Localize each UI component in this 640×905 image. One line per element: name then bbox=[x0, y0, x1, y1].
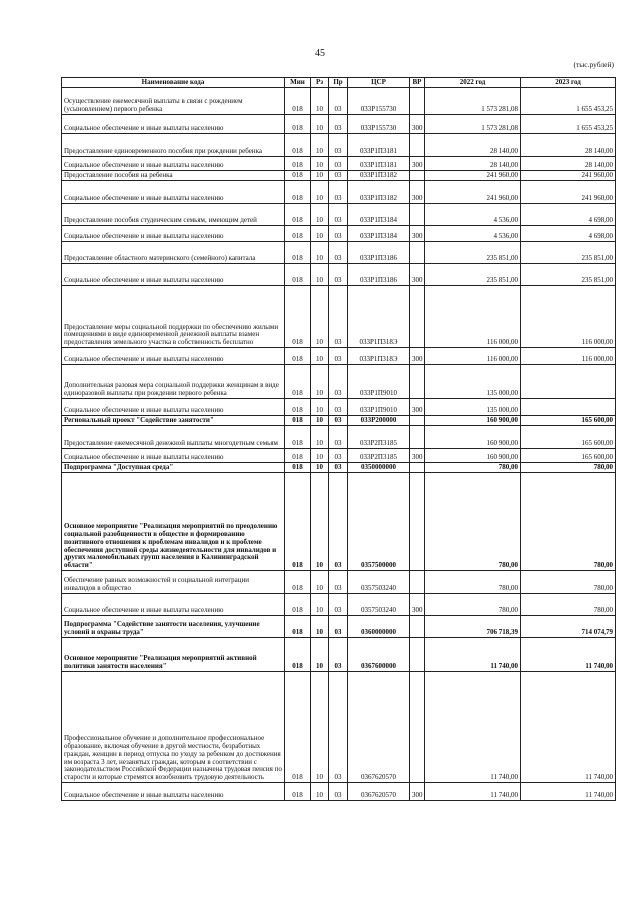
cell-vr bbox=[410, 286, 425, 348]
cell-csr: 033P1П3181 bbox=[348, 157, 410, 171]
cell-pr: 03 bbox=[329, 115, 348, 134]
cell-rz: 10 bbox=[311, 594, 329, 616]
cell-rz: 10 bbox=[311, 616, 329, 638]
cell-pr: 03 bbox=[329, 449, 348, 463]
table-row bbox=[62, 416, 616, 426]
cell-pr: 03 bbox=[329, 783, 348, 801]
page-number: 45 bbox=[315, 48, 325, 59]
cell-2023: 28 140,00 bbox=[521, 134, 616, 157]
cell-2022: 11 740,00 bbox=[425, 672, 521, 783]
cell-csr: 033P1П3186 bbox=[348, 242, 410, 264]
cell-rz: 10 bbox=[311, 449, 329, 463]
cell-2023 bbox=[521, 399, 616, 416]
cell-csr: 0357500000 bbox=[348, 473, 410, 571]
cell-csr: 0357503240 bbox=[348, 594, 410, 616]
cell-pr: 03 bbox=[329, 672, 348, 783]
table-row bbox=[62, 672, 616, 783]
cell-name: Подпрограмма "Доступная среда" bbox=[62, 463, 285, 473]
table-row bbox=[62, 226, 616, 242]
cell-rz: 10 bbox=[311, 473, 329, 571]
header-rz: Рз bbox=[311, 78, 329, 88]
cell-name: Обеспечение равных возможностей и социальной интеграции инвалидов в общество bbox=[62, 571, 285, 594]
cell-vr bbox=[410, 242, 425, 264]
cell-2022: 4 536,00 bbox=[425, 226, 521, 242]
table-row bbox=[62, 399, 616, 416]
cell-rz: 10 bbox=[311, 399, 329, 416]
table-header-row bbox=[62, 78, 616, 88]
cell-min: 018 bbox=[285, 204, 311, 226]
table-row bbox=[62, 171, 616, 181]
cell-2022: 1 573 281,08 bbox=[425, 88, 521, 115]
cell-csr: 033P200000 bbox=[348, 416, 410, 426]
cell-2022: 780,00 bbox=[425, 571, 521, 594]
cell-2022: 241 960,00 bbox=[425, 181, 521, 204]
header-pr: Пр bbox=[329, 78, 348, 88]
cell-pr: 03 bbox=[329, 181, 348, 204]
header-csr: ЦСР bbox=[348, 78, 410, 88]
cell-rz: 10 bbox=[311, 88, 329, 115]
cell-2022: 235 851,00 bbox=[425, 264, 521, 286]
cell-2023: 11 740,00 bbox=[521, 638, 616, 672]
cell-2023: 1 655 453,25 bbox=[521, 115, 616, 134]
cell-min: 018 bbox=[285, 783, 311, 801]
cell-vr bbox=[410, 426, 425, 449]
cell-csr: 033P2П3185 bbox=[348, 449, 410, 463]
cell-pr: 03 bbox=[329, 571, 348, 594]
cell-min: 018 bbox=[285, 399, 311, 416]
cell-name: Профессиональное обучение и дополнительное профессиональное образование, включая обучение в другой местности, безработных граждан, женщин в период отпуска по уходу за ребенком до достижения им возраста 3 лет, незанятых граждан, которым в соответствии с законодательством Российской Федерации назначена трудовая пенсия по старости и которые стремятся возобновить трудовую деятельность bbox=[62, 672, 285, 783]
table-row bbox=[62, 115, 616, 134]
table-row bbox=[62, 473, 616, 571]
cell-name: Предоставление ежемесячной денежной выплаты многодетным семьям bbox=[62, 426, 285, 449]
table-row bbox=[62, 348, 616, 365]
cell-pr: 03 bbox=[329, 594, 348, 616]
cell-2023: 11 740,00 bbox=[521, 783, 616, 801]
cell-vr: 300 bbox=[410, 157, 425, 171]
cell-rz: 10 bbox=[311, 181, 329, 204]
cell-2022: 780,00 bbox=[425, 594, 521, 616]
cell-csr: 033P1П3182 bbox=[348, 171, 410, 181]
cell-min: 018 bbox=[285, 638, 311, 672]
units-label: (тыс.рублей) bbox=[573, 60, 614, 69]
cell-vr: 300 bbox=[410, 399, 425, 416]
cell-rz: 10 bbox=[311, 242, 329, 264]
cell-name: Дополнительная разовая мера социальной поддержки женщинам в виде единоразовой выплаты при рождении первого ребенка bbox=[62, 365, 285, 399]
cell-vr bbox=[410, 616, 425, 638]
cell-pr: 03 bbox=[329, 399, 348, 416]
cell-csr: 033P155730 bbox=[348, 88, 410, 115]
cell-rz: 10 bbox=[311, 226, 329, 242]
cell-min: 018 bbox=[285, 115, 311, 134]
cell-min: 018 bbox=[285, 226, 311, 242]
cell-2022: 780,00 bbox=[425, 463, 521, 473]
cell-min: 018 bbox=[285, 286, 311, 348]
cell-pr: 03 bbox=[329, 365, 348, 399]
cell-vr: 300 bbox=[410, 264, 425, 286]
cell-min: 018 bbox=[285, 594, 311, 616]
table-row bbox=[62, 365, 616, 399]
cell-min: 018 bbox=[285, 264, 311, 286]
cell-rz: 10 bbox=[311, 204, 329, 226]
cell-2023: 165 600,00 bbox=[521, 426, 616, 449]
cell-2023: 116 000,00 bbox=[521, 348, 616, 365]
cell-2022: 160 900,00 bbox=[425, 416, 521, 426]
cell-min: 018 bbox=[285, 672, 311, 783]
cell-pr: 03 bbox=[329, 264, 348, 286]
table-row bbox=[62, 134, 616, 157]
cell-2023: 241 960,00 bbox=[521, 181, 616, 204]
table-row bbox=[62, 204, 616, 226]
table-row bbox=[62, 594, 616, 616]
table-row bbox=[62, 616, 616, 638]
cell-2023 bbox=[521, 365, 616, 399]
cell-2022: 11 740,00 bbox=[425, 638, 521, 672]
cell-2022: 706 718,39 bbox=[425, 616, 521, 638]
cell-csr: 033P2П3185 bbox=[348, 426, 410, 449]
table-row bbox=[62, 286, 616, 348]
cell-rz: 10 bbox=[311, 638, 329, 672]
cell-vr bbox=[410, 638, 425, 672]
cell-name: Социальное обеспечение и иные выплаты населению bbox=[62, 399, 285, 416]
cell-rz: 10 bbox=[311, 783, 329, 801]
cell-min: 018 bbox=[285, 181, 311, 204]
cell-csr: 0367600000 bbox=[348, 638, 410, 672]
cell-min: 018 bbox=[285, 365, 311, 399]
header-2022: 2022 год bbox=[425, 78, 521, 88]
cell-2023: 165 600,00 bbox=[521, 416, 616, 426]
cell-csr: 033P1П9010 bbox=[348, 365, 410, 399]
cell-csr: 0360000000 bbox=[348, 616, 410, 638]
table-row bbox=[62, 571, 616, 594]
cell-min: 018 bbox=[285, 157, 311, 171]
cell-2022: 116 000,00 bbox=[425, 286, 521, 348]
cell-min: 018 bbox=[285, 348, 311, 365]
cell-name: Предоставление меры социальной поддержки по обеспечению жилыми помещениями в виде единовременной денежной выплаты взамен предоставления земельного участка в собственность бесплатно bbox=[62, 286, 285, 348]
cell-name: Социальное обеспечение и иные выплаты населению bbox=[62, 594, 285, 616]
cell-csr: 033P1П3186 bbox=[348, 264, 410, 286]
cell-2023: 28 140,00 bbox=[521, 157, 616, 171]
cell-rz: 10 bbox=[311, 134, 329, 157]
cell-vr bbox=[410, 134, 425, 157]
cell-pr: 03 bbox=[329, 88, 348, 115]
cell-2023: 235 851,00 bbox=[521, 242, 616, 264]
cell-vr bbox=[410, 571, 425, 594]
cell-2022: 135 000,00 bbox=[425, 399, 521, 416]
cell-name: Предоставление единовременного пособия при рождении ребенка bbox=[62, 134, 285, 157]
cell-vr: 300 bbox=[410, 181, 425, 204]
cell-name: Социальное обеспечение и иные выплаты населению bbox=[62, 157, 285, 171]
cell-rz: 10 bbox=[311, 264, 329, 286]
cell-rz: 10 bbox=[311, 416, 329, 426]
budget-table bbox=[61, 77, 616, 801]
cell-rz: 10 bbox=[311, 171, 329, 181]
table-row bbox=[62, 264, 616, 286]
cell-min: 018 bbox=[285, 473, 311, 571]
cell-name: Социальное обеспечение и иные выплаты населению bbox=[62, 348, 285, 365]
cell-vr bbox=[410, 88, 425, 115]
cell-pr: 03 bbox=[329, 426, 348, 449]
cell-2023: 714 074,79 bbox=[521, 616, 616, 638]
cell-2022: 28 140,00 bbox=[425, 134, 521, 157]
cell-name: Социальное обеспечение и иные выплаты населению bbox=[62, 264, 285, 286]
cell-2022: 1 573 281,08 bbox=[425, 115, 521, 134]
cell-name: Основное мероприятие "Реализация мероприятий по преодолению социальной разобщенности в обществе и формированию позитивного отношения к проблемам инвалидов и к проблеме обеспечения доступной среды жизнедеятельности для инвалидов и других маломобильных групп населения в Калининградской области" bbox=[62, 473, 285, 571]
cell-vr: 300 bbox=[410, 348, 425, 365]
cell-name: Региональный проект "Содействие занятости" bbox=[62, 416, 285, 426]
cell-name: Социальное обеспечение и иные выплаты населению bbox=[62, 226, 285, 242]
cell-min: 018 bbox=[285, 416, 311, 426]
cell-2022: 4 536,00 bbox=[425, 204, 521, 226]
cell-vr: 300 bbox=[410, 594, 425, 616]
cell-csr: 033P1П3184 bbox=[348, 226, 410, 242]
cell-pr: 03 bbox=[329, 242, 348, 264]
cell-csr: 0357503240 bbox=[348, 571, 410, 594]
cell-pr: 03 bbox=[329, 473, 348, 571]
cell-2023: 780,00 bbox=[521, 463, 616, 473]
cell-rz: 10 bbox=[311, 672, 329, 783]
cell-name: Социальное обеспечение и иные выплаты населению bbox=[62, 449, 285, 463]
cell-2023: 241 960,00 bbox=[521, 171, 616, 181]
cell-csr: 033P1П9010 bbox=[348, 399, 410, 416]
cell-vr: 300 bbox=[410, 115, 425, 134]
cell-rz: 10 bbox=[311, 426, 329, 449]
cell-rz: 10 bbox=[311, 571, 329, 594]
header-2023: 2023 год bbox=[521, 78, 616, 88]
cell-vr: 300 bbox=[410, 449, 425, 463]
cell-name: Основное мероприятие "Реализация мероприятий активной политики занятости населения" bbox=[62, 638, 285, 672]
table-row bbox=[62, 242, 616, 264]
cell-vr: 300 bbox=[410, 783, 425, 801]
cell-2022: 160 900,00 bbox=[425, 426, 521, 449]
cell-rz: 10 bbox=[311, 365, 329, 399]
cell-name: Предоставление пособия на ребенка bbox=[62, 171, 285, 181]
cell-pr: 03 bbox=[329, 226, 348, 242]
cell-name: Социальное обеспечение и иные выплаты населению bbox=[62, 115, 285, 134]
cell-2022: 11 740,00 bbox=[425, 783, 521, 801]
header-name: Наименование кода bbox=[62, 78, 285, 88]
cell-name: Социальное обеспечение и иные выплаты населению bbox=[62, 181, 285, 204]
cell-rz: 10 bbox=[311, 286, 329, 348]
cell-pr: 03 bbox=[329, 157, 348, 171]
cell-2023: 780,00 bbox=[521, 571, 616, 594]
table-row bbox=[62, 88, 616, 115]
cell-csr: 033P1П3181 bbox=[348, 134, 410, 157]
cell-pr: 03 bbox=[329, 286, 348, 348]
cell-rz: 10 bbox=[311, 157, 329, 171]
cell-min: 018 bbox=[285, 242, 311, 264]
cell-vr bbox=[410, 473, 425, 571]
cell-min: 018 bbox=[285, 426, 311, 449]
cell-rz: 10 bbox=[311, 115, 329, 134]
cell-2023: 11 740,00 bbox=[521, 672, 616, 783]
cell-min: 018 bbox=[285, 449, 311, 463]
cell-pr: 03 bbox=[329, 638, 348, 672]
cell-2022: 241 960,00 bbox=[425, 171, 521, 181]
cell-2023: 780,00 bbox=[521, 594, 616, 616]
cell-2022: 135 000,00 bbox=[425, 365, 521, 399]
cell-pr: 03 bbox=[329, 204, 348, 226]
cell-pr: 03 bbox=[329, 348, 348, 365]
cell-2023: 235 851,00 bbox=[521, 264, 616, 286]
cell-rz: 10 bbox=[311, 348, 329, 365]
cell-vr bbox=[410, 672, 425, 783]
cell-csr: 033P1П318Э bbox=[348, 348, 410, 365]
cell-csr: 033P155730 bbox=[348, 115, 410, 134]
cell-name: Подпрограмма "Содействие занятости населения, улучшение условий и охраны труда" bbox=[62, 616, 285, 638]
cell-pr: 03 bbox=[329, 416, 348, 426]
cell-min: 018 bbox=[285, 171, 311, 181]
cell-min: 018 bbox=[285, 463, 311, 473]
cell-2022: 780,00 bbox=[425, 473, 521, 571]
cell-2023: 1 655 453,25 bbox=[521, 88, 616, 115]
cell-name: Предоставление областного материнского (семейного) капитала bbox=[62, 242, 285, 264]
cell-2022: 160 900,00 bbox=[425, 449, 521, 463]
cell-csr: 0350000000 bbox=[348, 463, 410, 473]
cell-pr: 03 bbox=[329, 134, 348, 157]
table-row bbox=[62, 157, 616, 171]
cell-min: 018 bbox=[285, 88, 311, 115]
cell-2023: 780,00 bbox=[521, 473, 616, 571]
table-row bbox=[62, 181, 616, 204]
cell-csr: 033P1П3184 bbox=[348, 204, 410, 226]
cell-2023: 165 600,00 bbox=[521, 449, 616, 463]
cell-2022: 28 140,00 bbox=[425, 157, 521, 171]
table-row bbox=[62, 426, 616, 449]
cell-2023: 4 698,00 bbox=[521, 226, 616, 242]
cell-pr: 03 bbox=[329, 171, 348, 181]
cell-min: 018 bbox=[285, 616, 311, 638]
cell-2022: 235 851,00 bbox=[425, 242, 521, 264]
header-vr: ВР bbox=[410, 78, 425, 88]
header-min: Мин bbox=[285, 78, 311, 88]
cell-vr bbox=[410, 204, 425, 226]
cell-csr: 033P1П3182 bbox=[348, 181, 410, 204]
cell-min: 018 bbox=[285, 571, 311, 594]
cell-min: 018 bbox=[285, 134, 311, 157]
cell-rz: 10 bbox=[311, 463, 329, 473]
cell-pr: 03 bbox=[329, 463, 348, 473]
table-row bbox=[62, 449, 616, 463]
table-row bbox=[62, 638, 616, 672]
cell-pr: 03 bbox=[329, 616, 348, 638]
cell-name: Социальное обеспечение и иные выплаты населению bbox=[62, 783, 285, 801]
cell-vr bbox=[410, 171, 425, 181]
cell-vr bbox=[410, 416, 425, 426]
cell-name: Предоставление пособия студенческим семьям, имеющим детей bbox=[62, 204, 285, 226]
table-row bbox=[62, 463, 616, 473]
cell-name: Осуществление ежемесячной выплаты в связи с рождением (усыновлением) первого ребенка bbox=[62, 88, 285, 115]
table-row bbox=[62, 783, 616, 801]
cell-vr: 300 bbox=[410, 226, 425, 242]
cell-csr: 0367620570 bbox=[348, 783, 410, 801]
cell-vr bbox=[410, 365, 425, 399]
cell-csr: 033P1П318Э bbox=[348, 286, 410, 348]
cell-2023: 4 698,00 bbox=[521, 204, 616, 226]
cell-2022: 116 000,00 bbox=[425, 348, 521, 365]
cell-csr: 0367620570 bbox=[348, 672, 410, 783]
cell-vr bbox=[410, 463, 425, 473]
cell-2023: 116 000,00 bbox=[521, 286, 616, 348]
